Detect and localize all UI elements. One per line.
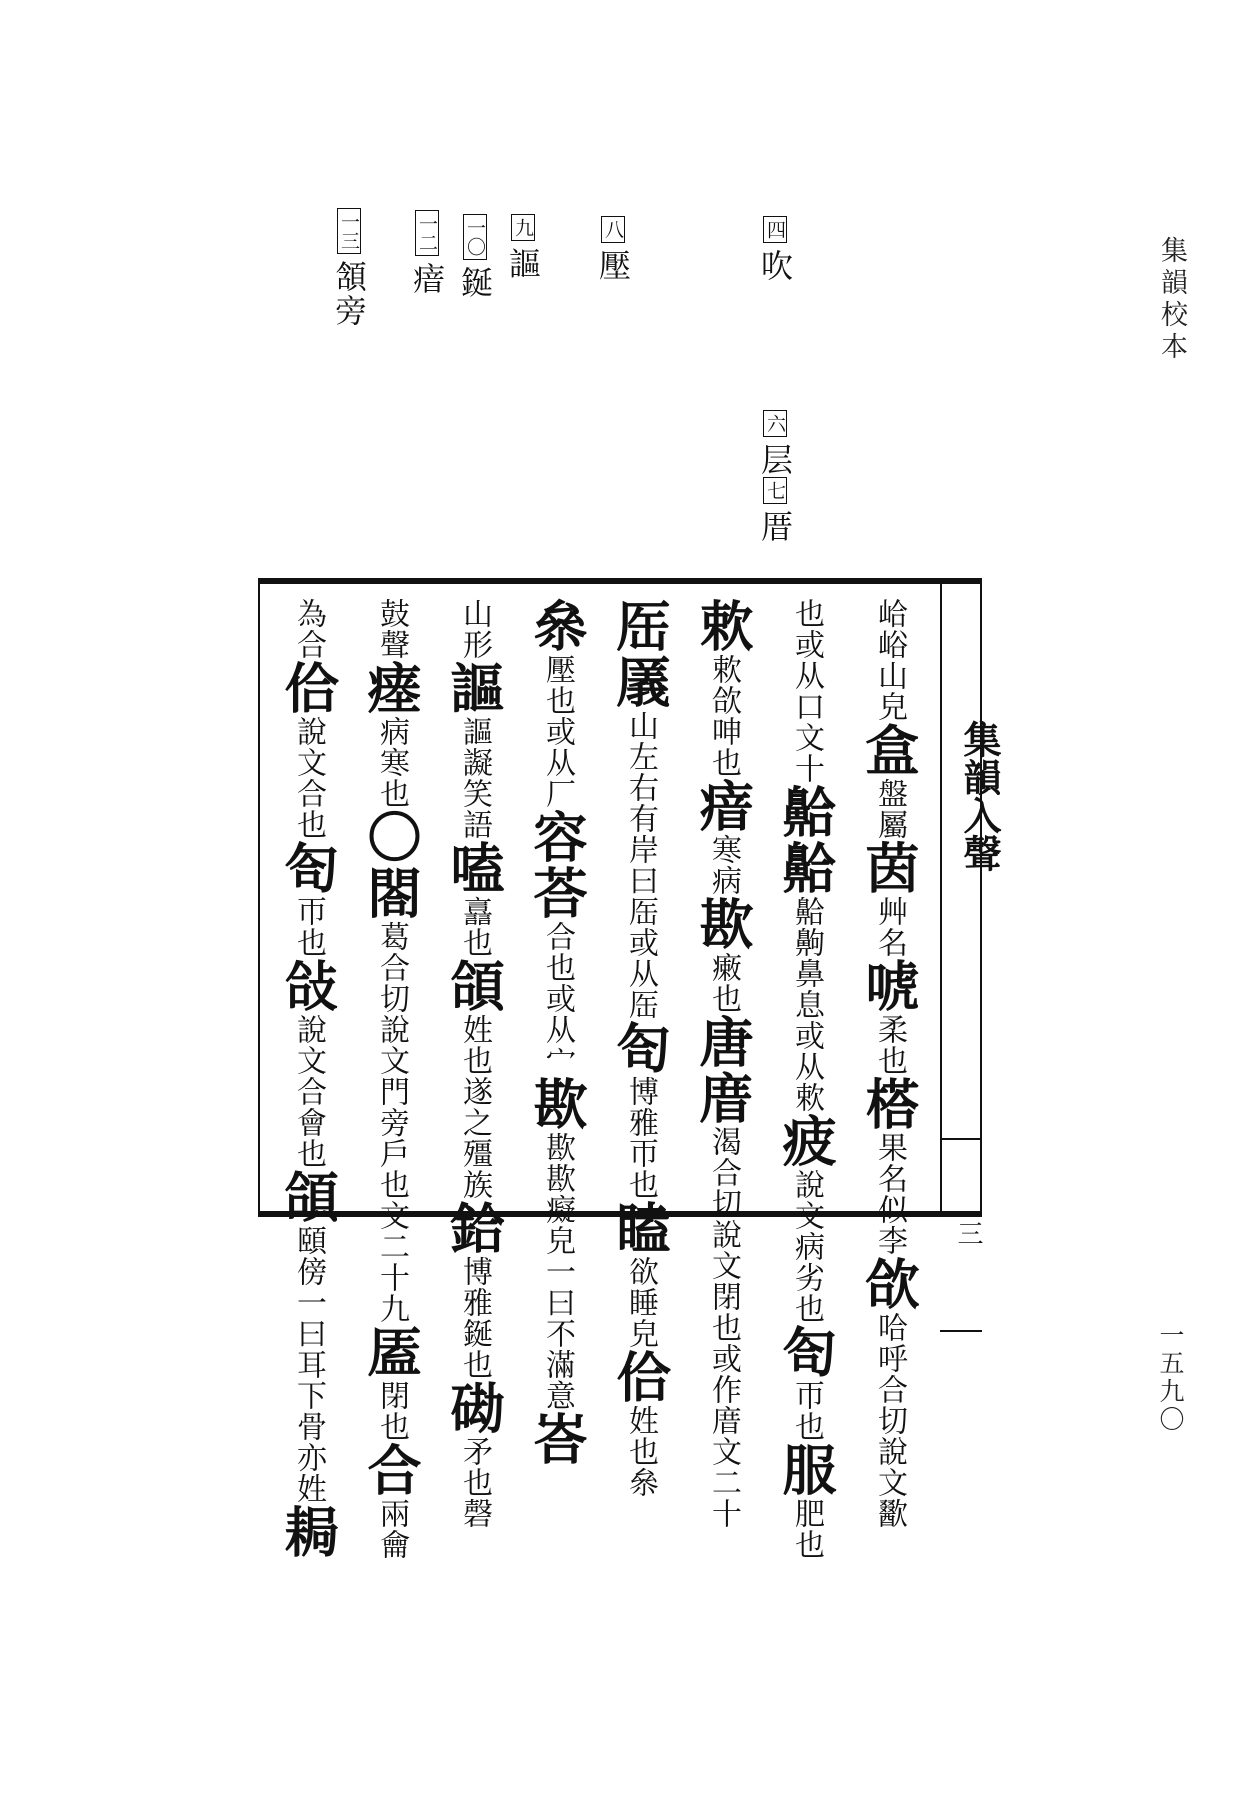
headword: 茵 bbox=[857, 840, 921, 896]
note-10 bbox=[452, 214, 498, 300]
headword: 厒 bbox=[608, 598, 672, 654]
gloss: 兩龠 bbox=[374, 1498, 409, 1560]
headword: 欱 bbox=[857, 1256, 921, 1312]
gloss: 說文病劣也 bbox=[789, 1169, 824, 1324]
gloss: 䶎齁鼻息或从欶 bbox=[789, 896, 824, 1113]
gloss: 渴合切說文閉也或作庴文二十 bbox=[706, 1126, 741, 1529]
frame-inner-rule bbox=[940, 584, 942, 1211]
gloss: 說文合會也 bbox=[291, 1014, 326, 1169]
gloss: 柔也 bbox=[872, 1014, 907, 1076]
gloss: 矛也 bbox=[457, 1436, 492, 1498]
text-column bbox=[270, 598, 347, 1560]
text-frame bbox=[258, 578, 982, 1560]
note-number: 九 bbox=[511, 214, 535, 241]
margin-label: 集韻入聲 bbox=[957, 720, 1002, 872]
headword: 䶎 bbox=[774, 840, 838, 896]
gloss: 鼓聲 bbox=[374, 598, 409, 660]
gloss: 頤傍一曰耳下骨亦姓 bbox=[291, 1225, 326, 1504]
headword: 瘖 bbox=[691, 778, 755, 834]
headword: 㕎 bbox=[359, 1324, 423, 1380]
text-column bbox=[851, 598, 928, 1529]
gloss: 磬 bbox=[457, 1498, 492, 1529]
note-number: 四 bbox=[763, 216, 787, 243]
headword: 疲 bbox=[774, 1113, 838, 1169]
gloss: 歁歁癡皃一曰不滿意 bbox=[540, 1132, 575, 1411]
gloss: 㕘 bbox=[623, 1467, 658, 1498]
note-number: 八 bbox=[601, 216, 625, 243]
gloss: 盤屬 bbox=[872, 778, 907, 840]
gloss: 合也或从宀 bbox=[540, 921, 575, 1076]
gloss: 博雅鋋也 bbox=[457, 1256, 492, 1380]
text-column bbox=[768, 598, 845, 1560]
gloss: 譶也 bbox=[457, 896, 492, 958]
note-6 bbox=[752, 410, 798, 544]
gloss: 肥也 bbox=[789, 1498, 824, 1560]
note-text: 吹 bbox=[756, 249, 794, 283]
gloss: 寒病 bbox=[706, 834, 741, 896]
gloss: 峆峪山皃 bbox=[872, 598, 907, 722]
headword: 庴 bbox=[691, 1070, 755, 1126]
note-text: 层 bbox=[756, 443, 794, 477]
headword: 合 bbox=[359, 1442, 423, 1498]
headword: 㕘 bbox=[525, 598, 589, 654]
note-8 bbox=[590, 216, 636, 283]
headword: 閤 bbox=[359, 865, 423, 921]
gloss: 果名似李 bbox=[872, 1132, 907, 1256]
gloss: 帀也 bbox=[291, 896, 326, 958]
gloss: 呼合切說文歠 bbox=[872, 1343, 907, 1529]
gloss: 山形 bbox=[457, 598, 492, 660]
note-12 bbox=[404, 210, 450, 296]
headword: 峇 bbox=[525, 1411, 589, 1467]
headword: 嗑 bbox=[442, 840, 506, 896]
margin-rule bbox=[940, 1330, 982, 1332]
gloss: 壓也或从厂 bbox=[540, 654, 575, 809]
gloss: 欲睡皃 bbox=[623, 1256, 658, 1349]
note-number: 一三 bbox=[337, 208, 361, 254]
text-column bbox=[685, 598, 762, 1529]
gloss: 為合 bbox=[291, 598, 326, 660]
headword: 䶎 bbox=[774, 784, 838, 840]
headword: 唬 bbox=[857, 958, 921, 1014]
note-number: 六 bbox=[763, 410, 787, 437]
gloss: 閉也 bbox=[374, 1380, 409, 1442]
headword: 瞌 bbox=[608, 1200, 672, 1256]
gloss: 艸名 bbox=[872, 896, 907, 958]
gloss: 博雅帀也 bbox=[623, 1076, 658, 1200]
gloss: 謳譺笑語 bbox=[457, 716, 492, 840]
note-13 bbox=[326, 208, 372, 328]
headword: 荅 bbox=[525, 865, 589, 921]
headword: 欶 bbox=[691, 598, 755, 654]
note-text: 鋋 bbox=[456, 266, 494, 300]
headword: 匌 bbox=[276, 840, 340, 896]
margin-sub: 三 bbox=[953, 1220, 983, 1246]
headword: 歁 bbox=[525, 1076, 589, 1132]
note-text: 壓 bbox=[594, 249, 632, 283]
headword: 䂶 bbox=[442, 1380, 506, 1436]
gloss: 姓也 bbox=[623, 1405, 658, 1467]
headword: 匌 bbox=[774, 1324, 838, 1380]
headword: 頜 bbox=[442, 958, 506, 1014]
headword: 瘗 bbox=[359, 660, 423, 716]
headword: 頜 bbox=[276, 1169, 340, 1225]
headword: 㕒 bbox=[608, 654, 672, 710]
note-number: 一〇 bbox=[463, 214, 487, 260]
gloss: 哈 bbox=[872, 1312, 907, 1343]
note-text: 厝 bbox=[756, 510, 794, 544]
headword: 容 bbox=[525, 809, 589, 865]
headword: 䎤 bbox=[276, 1504, 340, 1560]
gloss: 病寒也 bbox=[374, 716, 409, 809]
headword: 鉿 bbox=[442, 1200, 506, 1256]
note-text: 瘖 bbox=[408, 262, 446, 296]
headword: 〇 bbox=[359, 809, 423, 865]
text-column bbox=[436, 598, 513, 1529]
page-number: 一五九〇 bbox=[1156, 1322, 1185, 1434]
note-text: 謳 bbox=[504, 247, 542, 281]
headword: 佮 bbox=[608, 1349, 672, 1405]
margin-rule bbox=[940, 1138, 982, 1140]
gloss: 說文合也 bbox=[291, 716, 326, 840]
text-column bbox=[353, 598, 430, 1560]
headword: 榙 bbox=[857, 1076, 921, 1132]
note-text: 頷旁 bbox=[330, 260, 368, 328]
gloss: 姓也遂之殭族 bbox=[457, 1014, 492, 1200]
headword: 謳 bbox=[442, 660, 506, 716]
book-title: 集韻校本 bbox=[1156, 236, 1187, 364]
headword: 匌 bbox=[608, 1020, 672, 1076]
note-number: 七 bbox=[763, 477, 787, 504]
gloss: 也或从口文十 bbox=[789, 598, 824, 784]
text-column bbox=[602, 598, 679, 1498]
gloss: 山左右有岸曰厒或从厒 bbox=[623, 710, 658, 1020]
note-4 bbox=[752, 216, 798, 283]
headword: 歁 bbox=[691, 896, 755, 952]
headword: 唐 bbox=[691, 1014, 755, 1070]
gloss: 葛合切說文門旁戶也文二十九 bbox=[374, 921, 409, 1324]
headword: 服 bbox=[774, 1442, 838, 1498]
note-9 bbox=[500, 214, 546, 281]
note-number: 一二 bbox=[415, 210, 439, 256]
gloss: 瘷也 bbox=[706, 952, 741, 1014]
gloss: 欶欱呻也 bbox=[706, 654, 741, 778]
gloss: 帀也 bbox=[789, 1380, 824, 1442]
text-column bbox=[519, 598, 596, 1467]
headword: 佮 bbox=[276, 660, 340, 716]
headword: 盒 bbox=[857, 722, 921, 778]
headword: 敆 bbox=[276, 958, 340, 1014]
